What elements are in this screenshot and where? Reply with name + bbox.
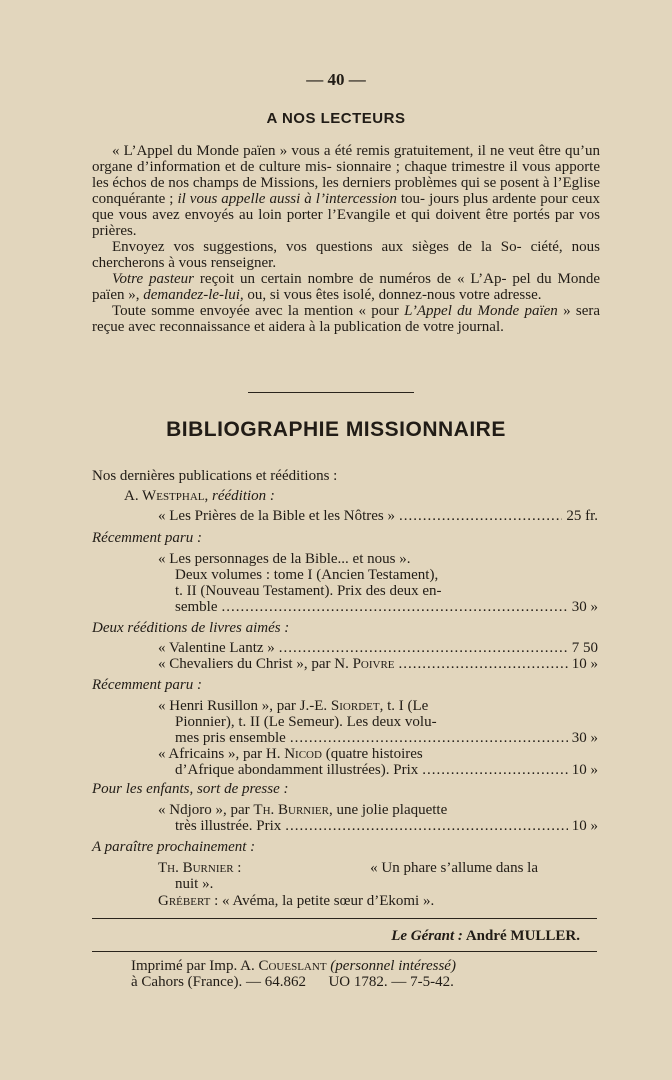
westphal-line: A. Westphal, réédition : <box>124 488 275 504</box>
section-heading: A paraître prochainement : <box>92 839 256 855</box>
notice-title: A NOS LECTEURS <box>266 110 406 127</box>
book-item-line: « Africains », par H. Nicod (quatre histoires <box>158 746 423 762</box>
notice-paragraph-3: Votre pasteur reçoit un certain nombre de numéros de « L’Ap- pel du Monde païen », demandez-le-lui, ou, si vous êtes isolé, donnez-nous votre adresse. <box>92 271 601 303</box>
notice-paragraph-2: Envoyez vos suggestions, vos questions aux sièges de la So- ciété, nous chercherons à vous renseigner. <box>92 239 600 271</box>
notice-paragraph-4: Toute somme envoyée avec la mention « pour L’Appel du Monde païen » sera reçue avec reconnaissance et aidera à la publication de votre journal. <box>92 303 601 335</box>
gerant-line: Le Gérant : André MULLER. <box>391 928 580 944</box>
book-item-line: Grébert : « Avéma, la petite sœur d’Ekomi ». <box>158 893 435 909</box>
book-item-line: semble ..... 30 » <box>175 599 598 615</box>
book-item-line: Deux volumes : tome I (Ancien Testament), <box>175 567 439 583</box>
book-item: « Les Prières de la Bible et les Nôtres » ..... 25 fr. <box>158 508 598 524</box>
divider <box>92 951 597 952</box>
book-item-line: très illustrée. Prix ..... 10 » <box>175 818 598 834</box>
imprint-line: à Cahors (France). — 64.862 UO 1782. — 7-5-42. <box>131 974 454 990</box>
notice-paragraph-1: « L’Appel du Monde païen » vous a été remis gratuitement, il ne veut être qu’un organe d’information et de culture mis- sionnaire ; chaque trimestre il vous apporte les échos de nos champs de Missions, les derniers problèmes qui se posent à l’Eglise conquérante ; il vous appelle aussi à l’intercession tou- jours plus ardente pour ceux que vous avez envoyés au loin porter l’Evangile et qui doivent être portés par vos prières. <box>92 143 601 239</box>
book-item: « Chevaliers du Christ », par N. Poivre ..... 10 » <box>158 656 598 672</box>
book-item: « Valentine Lantz » ..... 7 50 <box>158 640 598 656</box>
section-heading: Récemment paru : <box>92 530 202 546</box>
section-heading: Pour les enfants, sort de presse : <box>92 781 289 797</box>
biblio-intro: Nos dernières publications et rééditions : <box>92 468 338 484</box>
book-item-line: « Henri Rusillon », par J.-E. Siordet, t. I (Le <box>158 698 429 714</box>
book-item-line: d’Afrique abondamment illustrées). Prix ..... 10 » <box>175 762 598 778</box>
book-item-line: Th. Burnier : « Un phare s’allume dans la <box>158 860 538 876</box>
bibliography-title: BIBLIOGRAPHIE MISSIONNAIRE <box>166 418 506 441</box>
section-heading: Récemment paru : <box>92 677 202 693</box>
book-item-line: « Les personnages de la Bible... et nous ». <box>158 551 411 567</box>
notice-body <box>92 143 600 335</box>
imprint-line: Imprimé par Imp. A. Coueslant (personnel intéressé) <box>131 958 456 974</box>
book-item-line: mes pris ensemble ..... 30 » <box>175 730 598 746</box>
divider <box>248 392 414 393</box>
divider <box>92 918 597 919</box>
page-number: — 40 — <box>306 70 366 89</box>
book-item-line: t. II (Nouveau Testament). Prix des deux en- <box>175 583 442 599</box>
book-item-line: Pionnier), t. II (Le Semeur). Les deux volu- <box>175 714 437 730</box>
book-item-line: nuit ». <box>175 876 214 892</box>
book-item-line: « Ndjoro », par Th. Burnier, une jolie plaquette <box>158 802 448 818</box>
section-heading: Deux rééditions de livres aimés : <box>92 620 290 636</box>
